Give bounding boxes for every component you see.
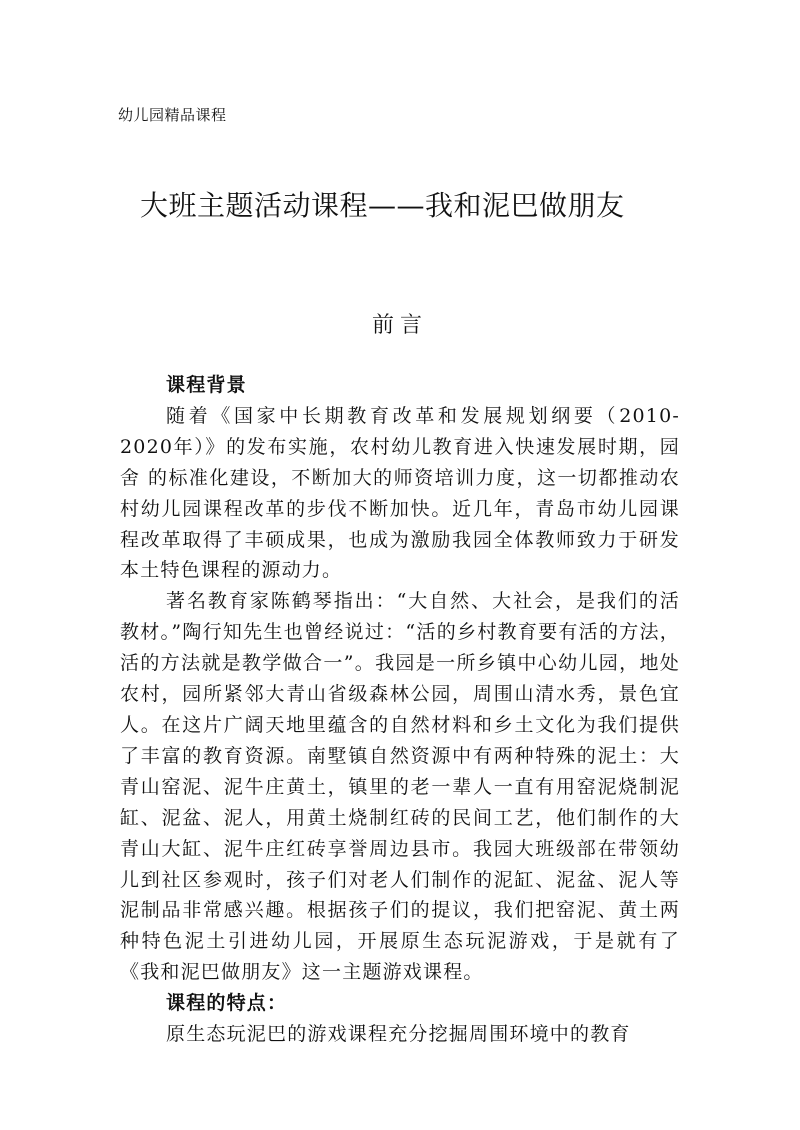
document-title: 大班主题活动课程——我和泥巴做朋友 (140, 189, 625, 222)
section-heading-features: 课程的特点： (166, 992, 288, 1015)
preface-heading: 前言 (371, 313, 428, 338)
document-body (120, 370, 680, 1050)
paragraph-features: 原生态玩泥巴的游戏课程充分挖掘周围环境中的教育 (166, 1023, 631, 1046)
document-header: 幼儿园精品课程 (118, 106, 227, 124)
paragraph-educators: 著名教育家陈鹤琴指出：“大自然、大社会，是我们的活教材。”陶行知先生也曾经说过：“活的乡村教育要有活的方法，活的方法就是教学做合一”。我园是一所乡镇中心幼儿园，地处农村，园所紧邻大青山省级森林公园，周围山清水秀，景色宜人。在这片广阔天地里蕴含的自然材料和乡土文化为我们提供了丰富的教育资源。南墅镇自然资源中有两种特殊的泥土：大青山窑泥、泥牛庄黄土，镇里的老一辈人一直有用窑泥烧制泥缸、泥盆、泥人，用黄土烧制红砖的民间工艺，他们制作的大青山大缸、泥牛庄红砖享誉周边县市。我园大班级部在带领幼儿到社区参观时，孩子们对老人们制作的泥缸、泥盆、泥人等泥制品非常感兴趣。根据孩子们的提议，我们把窑泥、黄土两种特色泥土引进幼儿园，开展原生态玩泥游戏，于是就有了《我和泥巴做朋友》这一主题游戏课程。 (120, 590, 680, 984)
section-heading-background: 课程背景 (166, 374, 247, 396)
paragraph-background: 随着《国家中长期教育改革和发展规划纲要（2010-2020年）》的发布实施，农村幼儿教育进入快速发展时期，园舍 的标准化建设，不断加大的师资培训力度，这一切都推动农村幼儿园课程改革的步伐不断加快。近几年，青岛市幼儿园课程改革取得了丰硕成果，也成为激励我园全体教师致力于研发本土特色课程的源动力。 (120, 404, 680, 582)
